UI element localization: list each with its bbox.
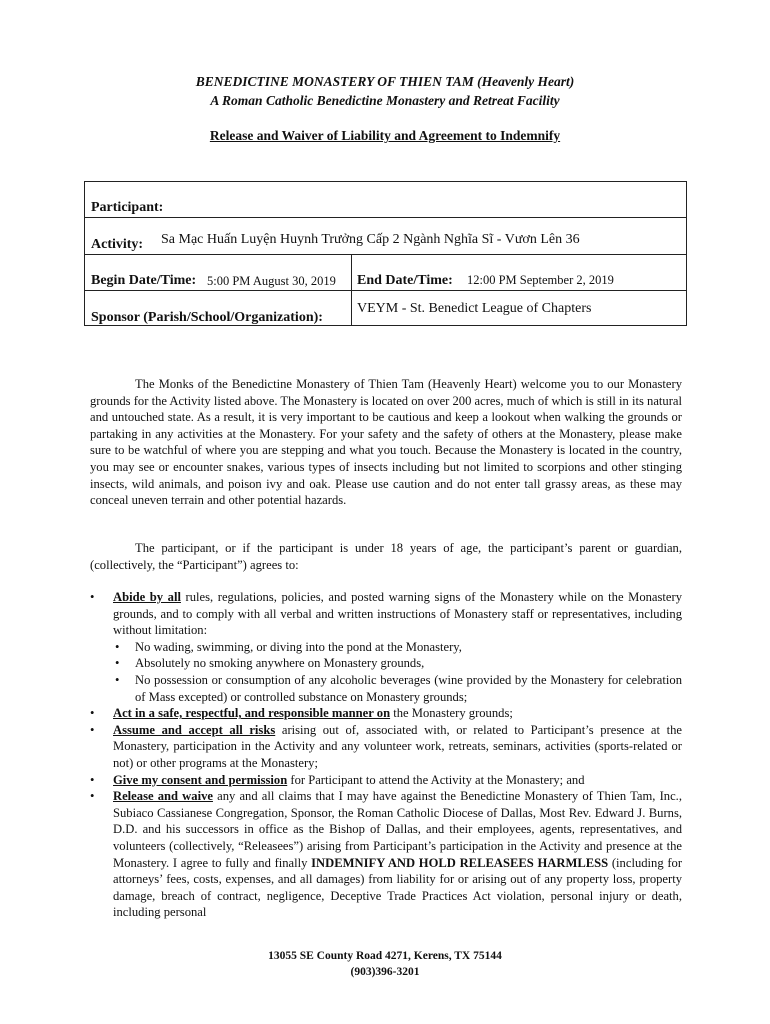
agreement-list <box>90 589 682 921</box>
agreement-intro-paragraph: The participant, or if the participant is under 18 years of age, the participant’s parent or guardian, (collectively, the “Participant”) agrees to: <box>90 541 682 572</box>
welcome-paragraph: The Monks of the Benedictine Monastery of Thien Tam (Heavenly Heart) welcome you to our Monastery grounds for the Activity listed above. The Monastery is located on over 200 acres, much of which is still in its natural and untouched state. As a result, it is very important to be cautious and keep a lookout when walking the grounds or partaking in any activities at the Monastery. For your safety and the safety of others at the Monastery, please make sure to be watchful of where you are stepping and what you touch. Because the Monastery is located in the country, you may see or encounter snakes, various types of insects including but not limited to scorpions and other stinging insects, wild animals, and poison ivy and oak. Please use caution and do not enter tall grassy areas, as these may conceal uneven terrain and other potential hazards. <box>90 377 682 508</box>
table-divider <box>85 217 686 218</box>
abide-lead: Abide by all <box>113 590 181 604</box>
list-item <box>90 772 682 789</box>
release-text-continued: (including for attorneys’ fees, costs, expenses, and all damages) from liability for or arising out of any property loss, property damage, breach of contract, negligence, Deceptive Trade Practices Act violation, personal injury or death, including personal <box>113 855 683 920</box>
footer-address: 13055 SE County Road 4271, Kerens, TX 75144 <box>268 950 502 962</box>
end-datetime-label: End Date/Time: <box>357 273 453 288</box>
list-item <box>90 589 682 705</box>
assume-risks-text: arising out of, associated with, or related to Participant’s presence at the Monastery, participation in the Activity and any volunteer work, retreats, seminars, activities (sports-related or not) or other programs at the Monastery; <box>113 722 682 770</box>
indemnify-clause: INDEMNIFY AND HOLD RELEASEES HARMLESS <box>311 855 609 870</box>
list-item: • Absolutely no smoking anywhere on Monastery grounds, <box>113 655 682 672</box>
sponsor-label: Sponsor (Parish/School/Organization): <box>91 310 323 325</box>
list-item <box>90 788 682 921</box>
document-title: Release and Waiver of Liability and Agreement to Indemnify <box>209 128 561 143</box>
release-lead: Release and waive <box>113 789 213 804</box>
monastery-title: BENEDICTINE MONASTERY OF THIEN TAM (Heavenly Heart) <box>195 74 575 89</box>
rules-sublist <box>113 639 682 705</box>
activity-info-table <box>84 181 687 326</box>
table-divider <box>85 290 686 291</box>
monastery-subtitle: A Roman Catholic Benedictine Monastery and Retreat Facility <box>210 93 560 108</box>
end-datetime-field[interactable]: 12:00 PM September 2, 2019 <box>467 273 614 287</box>
table-divider <box>85 254 686 255</box>
release-text: any and all claims that I may have against the Benedictine Monastery of Thien Tam, Inc., Subiaco Cassianese Congregation, Sponsor, the Roman Catholic Diocese of Dallas, Most Rev. Edward J. Burns, D.D. and his successors in office as the Bishop of Dallas, and their employees, agents, representatives, and volunteers (collectively, “Releasees”) arising from Participant’s participation in the Activity and presence at the Monastery. I agree to fully and finally <box>113 789 682 870</box>
begin-datetime-label: Begin Date/Time: <box>91 273 197 288</box>
list-item: • No possession or consumption of any alcoholic beverages (wine provided by the Monastery for celebration of Mass excepted) or controlled substance on Monastery grounds; <box>113 672 682 705</box>
table-column-divider <box>351 254 352 326</box>
abide-text: rules, regulations, policies, and posted warning signs of the Monastery while on the Monastery grounds, and to comply with all verbal and written instructions of Monastery staff or representatives, including without limitation: <box>113 590 682 638</box>
list-item <box>90 705 682 722</box>
sponsor-field[interactable]: VEYM - St. Benedict League of Chapters <box>357 301 592 316</box>
participant-label: Participant: <box>91 200 164 215</box>
act-safe-text: the Monastery grounds; <box>390 706 513 721</box>
consent-lead: Give my consent and permission <box>113 772 288 787</box>
activity-field[interactable]: Sa Mạc Huấn Luyện Huynh Trưởng Cấp 2 Ngành Nghĩa Sĩ - Vươn Lên 36 <box>161 232 580 247</box>
footer-phone: (903)396-3201 <box>350 966 420 978</box>
begin-datetime-field[interactable]: 5:00 PM August 30, 2019 <box>207 274 336 288</box>
consent-text: for Participant to attend the Activity at the Monastery; and <box>287 772 585 787</box>
list-item: • No wading, swimming, or diving into the pond at the Monastery, <box>113 639 682 656</box>
act-safe-lead: Act in a safe, respectful, and responsible manner on <box>113 706 391 721</box>
activity-label: Activity: <box>91 237 144 252</box>
list-item <box>90 722 682 772</box>
assume-risks-lead: Assume and accept all risks <box>113 722 276 737</box>
